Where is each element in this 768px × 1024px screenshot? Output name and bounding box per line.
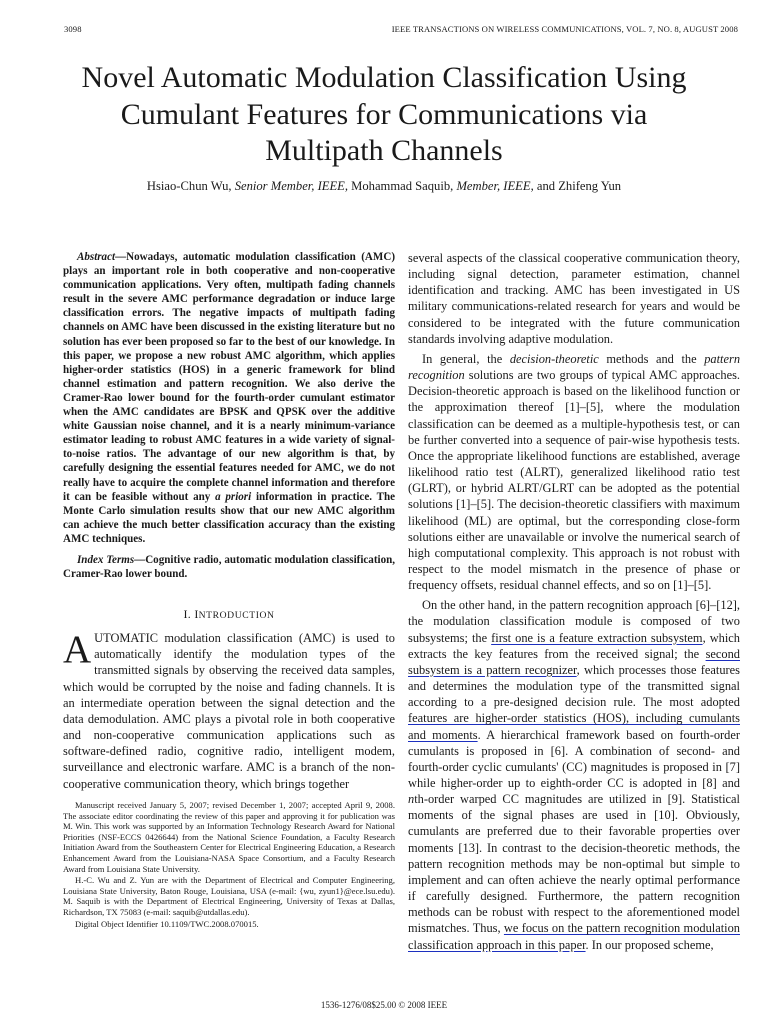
text-run: , which processes those features and determines the modulation type of the transmitted signal according to a pre-designed decision rule. The most adopted [408, 662, 740, 710]
abstract [63, 250, 395, 546]
text-run: . In our proposed scheme, [585, 937, 714, 952]
footnote: H.-C. Wu and Z. Yun are with the Department of Electrical and Computer Engineering, Louisiana State University, Baton Rouge, Louisiana, USA (e-mail: {wu, zyun1}@ece.lsu.edu). M. Saquib is with the Department of Electrical Engineering, University of Texas at Dallas, Richardson, TX 75083 (e-mail: saquib@utdallas.edu). [63, 875, 395, 917]
abstract-italic: a priori [215, 490, 252, 503]
footnote: Digital Object Identifier 10.1109/TWC.2008.070015. [75, 918, 259, 929]
copyright-line: 1536-1276/08$25.00 © 2008 IEEE [320, 1000, 448, 1010]
text-run: . A hierarchical framework based on fourth-order cumulants is proposed in [6]. A combination of second- and fourth-order cyclic cumulants' (CC) magnitudes is proposed in [7] while higher-order up to eighth-order CC is adopted in [8] and [408, 727, 740, 790]
body-paragraph: several aspects of the classical cooperative communication theory, including signal detection, parameter estimation, channel identification and tracking. AMC has been investigated in US military communications-related research for years and would be considered to be integrated with the future communication standards involving adaptive modulation. [408, 251, 740, 346]
text-run: th-order warped CC magnitudes are utilized in [9]. Statistical moments of the signal phases are used in [10]. Obviously, cumulants are preferred due to their favorable properties over moments [13]. In contrast to the decision-theoretic methods, the pattern recognition methods may be non-optimal but simple to implement and can often achieve the nearly optimal performance if carefully designed. Furthermore, the pattern recognition methods can be robust with respect to the aforementioned model mismatches. Thus, [408, 792, 740, 936]
author-name: and Zhifeng Yun [533, 179, 622, 193]
section-initial: I [194, 607, 199, 622]
abstract-label: Abstract [77, 251, 116, 263]
page-number: 3098 [64, 24, 82, 34]
abstract-text: —Nowadays, automatic modulation classification (AMC) plays an important role in both cooperative and non-cooperative communication applications. Very often, multipath fading channels result in the severe AMC performance degradation or induce large classification errors. The negative impacts of multipath fading channels on AMC have been discussed in the existing literature but no solution has ever been proposed so far to the best of our knowledge. In this paper, we propose a new robust AMC algorithm, which applies higher-order statistics (HOS) in a generic framework for blind channel estimation and pattern recognition. We also derive the Cramer-Rao lower bound for the fourth-order cumulant estimator when the AMC candidates are BPSK and QPSK over the additive white Gaussian noise channel, and it is a nearly minimum-variance estimator leading to robust AMC features in a wide variety of signal-to-noise ratios. The advantage of our new algorithm is that, by carefully designing the essential features needed for AMC, we do not really have to acquire the complete channel information and therefore it can be feasible without any [63, 251, 395, 503]
section-numeral: I. [183, 607, 195, 622]
section-heading [63, 607, 395, 622]
title-line: Multipath Channels [265, 134, 503, 167]
title-line: Cumulant Features for Communications via [120, 97, 648, 131]
underlined-phrase: we focus on the pattern recognition modulation classification approach in this paper [408, 921, 740, 952]
text-run: In general, the [422, 351, 510, 366]
underlined-phrase: features are higher-order statistics (HOS), including cumulants and moments [408, 711, 740, 742]
italic-term: decision-theoretic [509, 351, 599, 366]
text-run: On the other hand, in the pattern recognition approach [6]–[12], the modulation classification module is composed of two subsystems; the [408, 598, 740, 645]
text-run: methods and the [598, 351, 705, 366]
drop-cap: A [63, 628, 92, 672]
intro-paragraph [63, 630, 395, 792]
index-terms [63, 553, 395, 581]
author-role: Senior Member, IEEE, [234, 179, 348, 193]
italic-term: pattern recognition [408, 351, 741, 383]
italic-symbol: n [408, 792, 415, 807]
paper-title [40, 60, 728, 170]
section-title-rest: NTRODUCTION [198, 610, 275, 622]
title-line: Novel Automatic Modulation Classification Using [81, 61, 687, 94]
intro-text: modulation classification (AMC) is used to automatically identify the modulation types of the transmitted signals by observing the received data samples, which would be corrupted by the noise and fading channels. It is an intermediate operation between the signal detection and the data demodulation. AMC plays a pivotal role in both cooperative and non-cooperative communication applications such as software-defined radio, cognitive radio, intelligent modem, surveillance and electronic warfare. AMC is a branch of the non-cooperative communication theory, which brings together [63, 631, 395, 791]
author-name: Hsiao-Chun Wu, [146, 179, 235, 193]
footnote: Manuscript received January 5, 2007; revised December 1, 2007; accepted April 9, 2008. The associate editor coordinating the review of this paper and approving it for publication was M. Win. This work was supported by an Information Technology Research Award for National Priorities (NSF-ECCS 0426644) from the National Science Foundation, a Faculty Research Initiation Award from the Southeastern Center for Electrical Engineering Education, a Research Enhancement Award from the Louisiana-NASA Space Consortium, and a Faculty Research Award from Louisiana State University. [63, 800, 395, 874]
underlined-phrase: second subsystem is a pattern recognizer [408, 646, 740, 677]
author-list [40, 179, 728, 194]
journal-name: IEEE TRANSACTIONS ON WIRELESS COMMUNICATIONS, VOL. 7, NO. 8, AUGUST 2008 [391, 24, 738, 34]
author-role: Member, IEEE, [456, 179, 534, 193]
author-name: Mohammad Saquib, [348, 179, 457, 193]
index-terms-text: —Cognitive radio, automatic modulation classification, Cramer-Rao lower bound. [63, 553, 396, 581]
body-paragraph [408, 351, 740, 593]
intro-caps: UTOMATIC [94, 631, 158, 646]
index-terms-label: Index Terms [77, 553, 135, 566]
text-run: solutions are two groups of typical AMC approaches. Decision-theoretic approach is based on the likelihood function or the approximation thereof [1]–[5], where the modulation classification can be deemed as a multiple-hypothesis test, or can be further converted into a sequence of pair-wise hypothesis tests. Once the appropriate likelihood functions are established, average likelihood ratio test (ALRT), generalized likelihood ratio test (GLRT), or hybrid ALRT/GLRT can be adopted as the potential solutions [1]–[5]. The decision-theoretic classifiers with maximum likelihood (ML) are optimal, but the corresponding close-form solutions either are unavailable or involve the numerical search of high computational complexity. This approach is not robust with respect to the model mismatch in the presence of phase or frequency offsets, residual channel effects, and so on [1]–[5]. [408, 368, 740, 593]
text-run: , which extracts the key features from the received signal; the [408, 630, 740, 661]
body-paragraph [408, 597, 740, 952]
abstract-text: information in practice. The Monte Carlo simulation results show that our new AMC algorithm can achieve the much better classification accuracy than the existing AMC techniques. [63, 490, 395, 545]
footnotes [63, 800, 395, 930]
left-column [63, 250, 395, 792]
underlined-phrase: first one is a feature extraction subsystem [491, 630, 703, 645]
right-column [408, 250, 740, 953]
